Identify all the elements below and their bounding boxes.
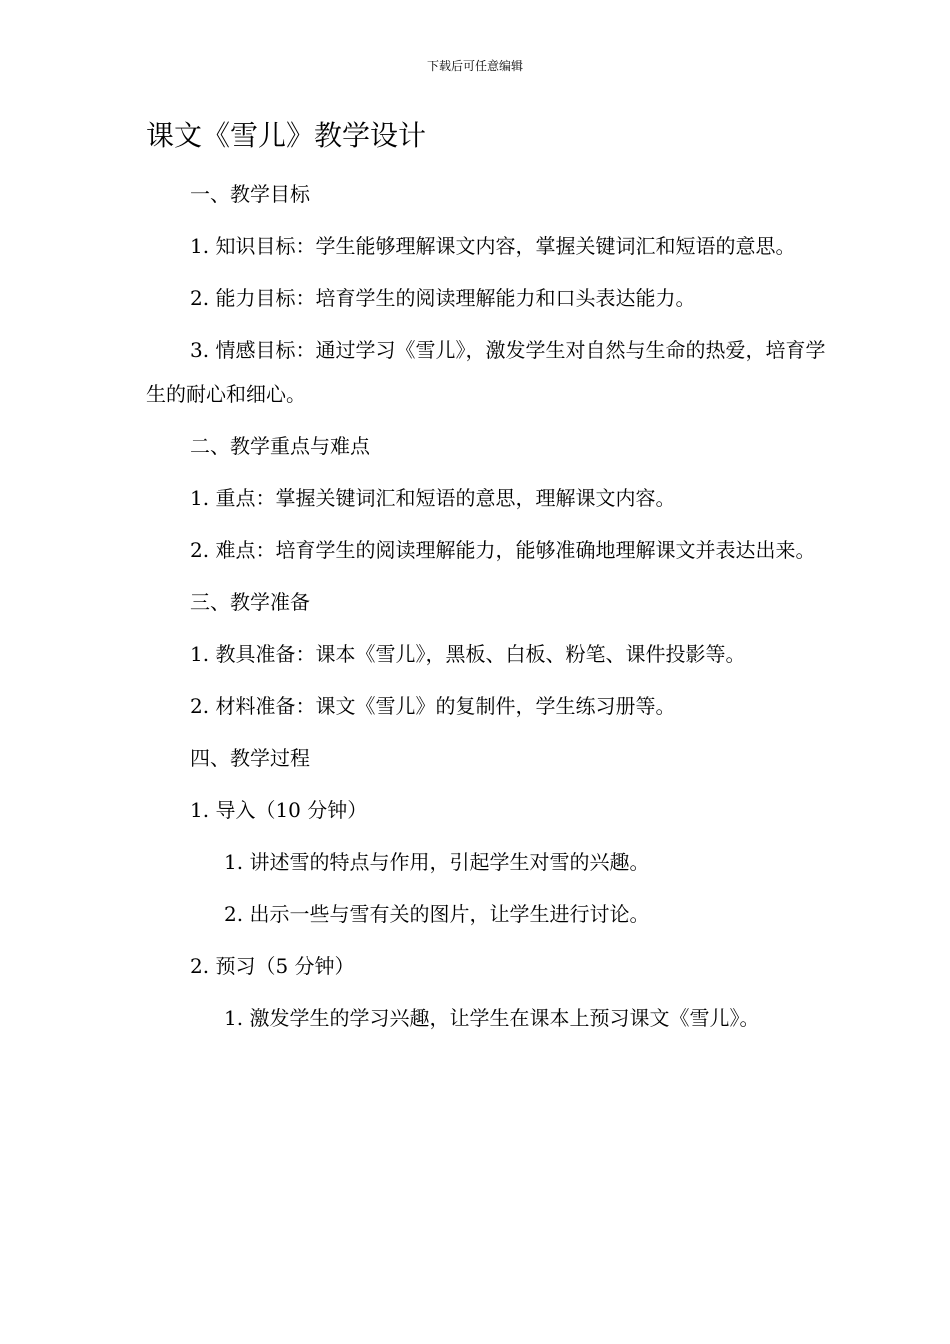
page-header: 下载后可任意编辑: [426, 59, 523, 73]
objective-knowledge: 1. 知识目标：学生能够理解课文内容，掌握关键词汇和短语的意思。: [190, 234, 796, 258]
difficult-point: 2. 难点：培育学生的阅读理解能力，能够准确地理解课文并表达出来。: [190, 538, 816, 562]
preparation-teaching-aids: 1. 教具准备：课本《雪儿》，黑板、白板、粉笔、课件投影等。: [190, 642, 746, 666]
objective-ability: 2. 能力目标：培育学生的阅读理解能力和口头表达能力。: [190, 286, 696, 310]
preparation-materials: 2. 材料准备：课文《雪儿》的复制件，学生练习册等。: [190, 694, 676, 718]
document-body: [146, 116, 826, 1048]
process-substep: 2. 出示一些与雪有关的图片，让学生进行讨论。: [224, 902, 650, 926]
section-heading-process: 四、教学过程: [190, 746, 310, 770]
section-heading-preparation: 三、教学准备: [190, 590, 310, 614]
process-step-preview: 2. 预习（5 分钟）: [190, 954, 355, 978]
objective-emotion: 3. 情感目标：通过学习《雪儿》，激发学生对自然与生命的热爱，培育学生的耐心和细心。: [146, 338, 826, 406]
key-point: 1. 重点：掌握关键词汇和短语的意思，理解课文内容。: [190, 486, 676, 510]
process-step-intro: 1. 导入（10 分钟）: [190, 798, 368, 822]
process-substep: 1. 激发学生的学习兴趣，让学生在课本上预习课文《雪儿》。: [224, 1006, 760, 1030]
process-substep: 1. 讲述雪的特点与作用，引起学生对雪的兴趣。: [224, 850, 650, 874]
section-heading-objectives: 一、教学目标: [190, 182, 310, 206]
section-heading-key-points: 二、教学重点与难点: [190, 434, 370, 458]
document-title: 课文《雪儿》教学设计: [146, 119, 427, 152]
